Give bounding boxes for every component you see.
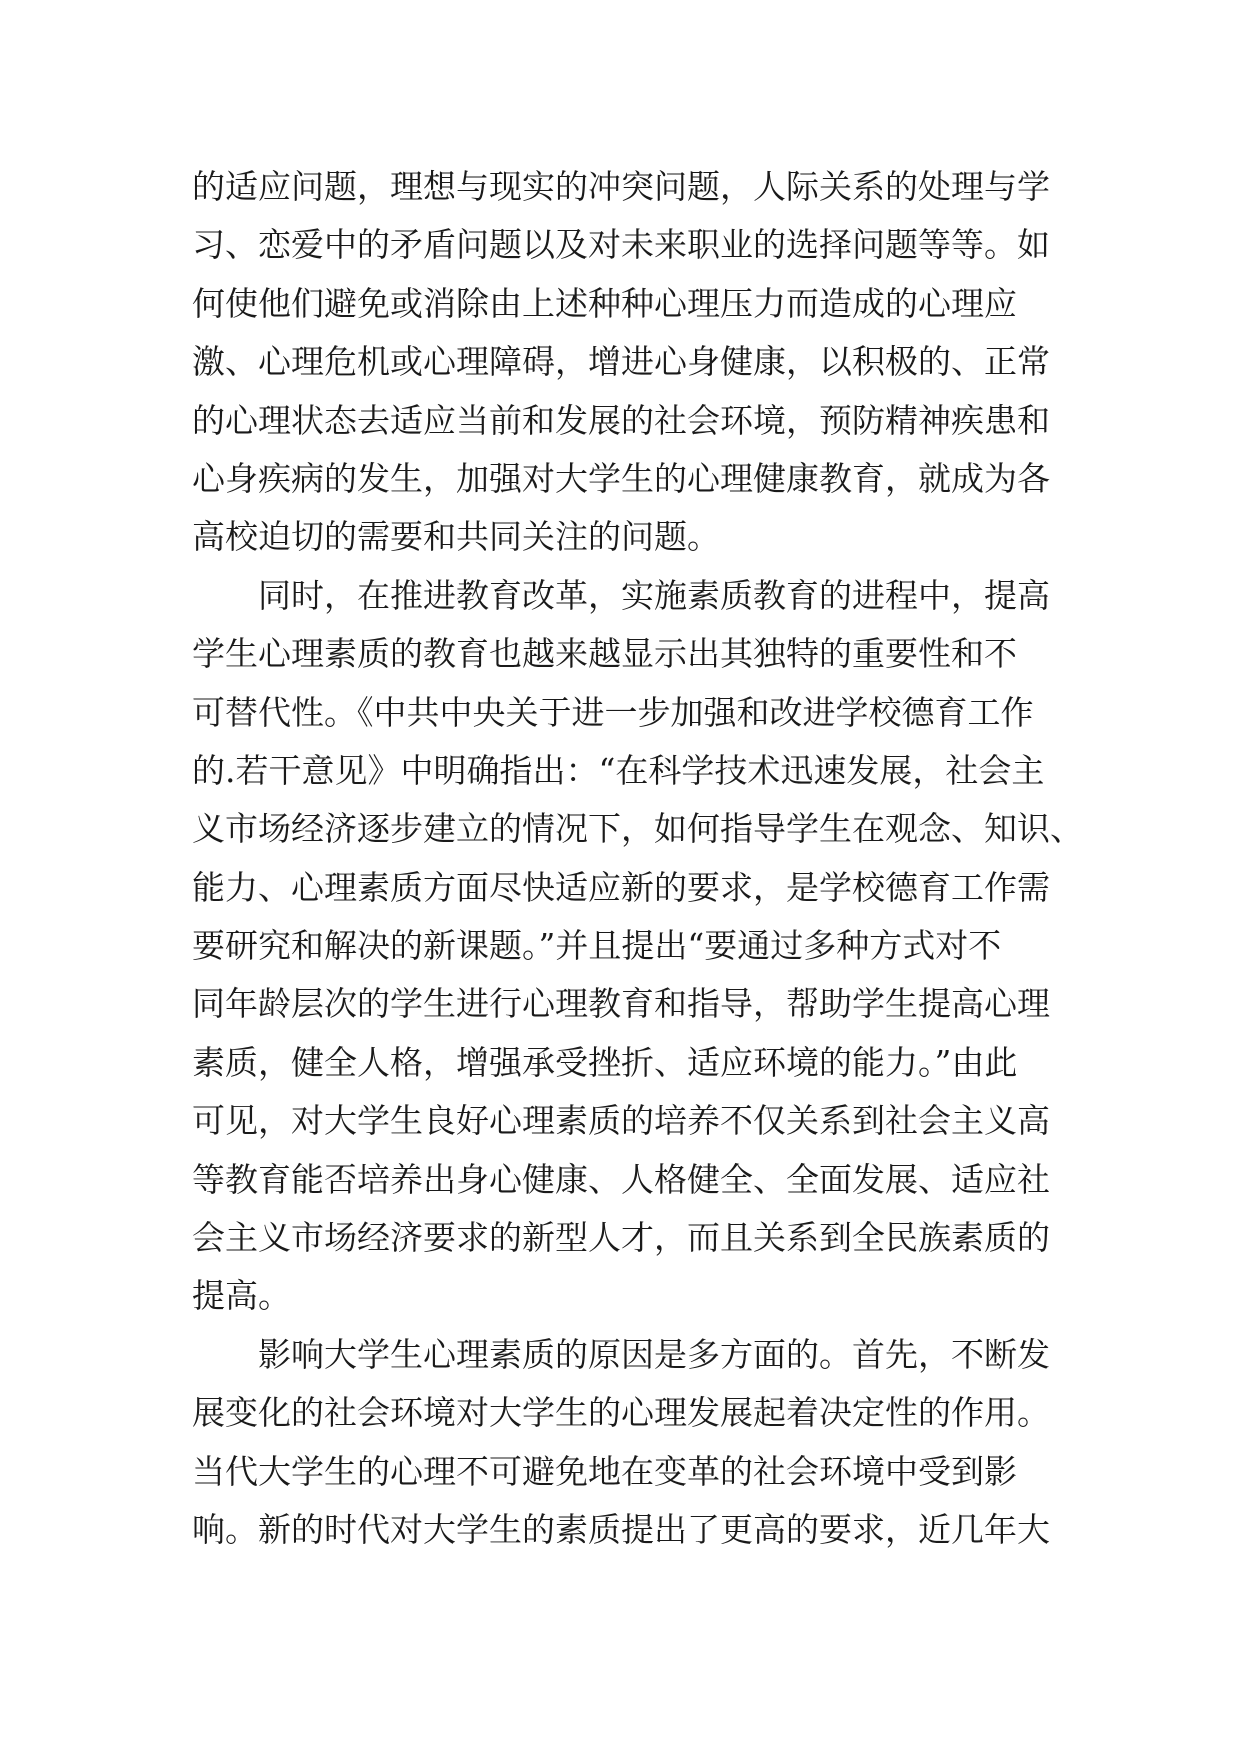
text-line: 同年龄层次的学生进行心理教育和指导，帮助学生提高心理 (192, 984, 1050, 1024)
text-line: 激、心理危机或心理障碍，增进心身健康，以积极的、正常 (192, 342, 1050, 382)
text-line: 要研究和解决的新课题。”并且提出“要通过多种方式对不 (192, 926, 1002, 966)
text-line: 学生心理素质的教育也越来越显示出其独特的重要性和不 (192, 634, 1017, 674)
text-line: 展变化的社会环境对大学生的心理发展起着决定性的作用。 (192, 1393, 1050, 1433)
text-line: 何使他们避免或消除由上述种种心理压力而造成的心理应 (192, 283, 1017, 323)
text-line: 的心理状态去适应当前和发展的社会环境，预防精神疾患和 (192, 400, 1050, 440)
text-line: 的适应问题，理想与现实的冲突问题，人际关系的处理与学 (192, 167, 1050, 206)
text-line: 能力、心理素质方面尽快适应新的要求，是学校德育工作需 (192, 867, 1050, 907)
text-line: 提高。 (192, 1276, 291, 1316)
text-line: 当代大学生的心理不可避免地在变革的社会环境中受到影 (192, 1451, 1017, 1491)
text-line: 心身疾病的发生，加强对大学生的心理健康教育，就成为各 (192, 458, 1050, 498)
text-line: 会主义市场经济要求的新型人才，而且关系到全民族素质的 (192, 1218, 1050, 1258)
text-line: 高校迫切的需要和共同关注的问题。 (192, 517, 720, 557)
text-line: 义市场经济逐步建立的情况下，如何指导学生在观念、知识、 (192, 809, 1083, 849)
text-line: 同时，在推进教育改革，实施素质教育的进程中，提高 (192, 575, 1050, 615)
text-line: 习、恋爱中的矛盾问题以及对未来职业的选择问题等等。如 (192, 225, 1050, 265)
text-line: 影响大学生心理素质的原因是多方面的。首先，不断发 (192, 1334, 1050, 1374)
text-line: 可替代性。《中共中央关于进一步加强和改进学校德育工作 (192, 692, 1034, 732)
text-line: 素质，健全人格，增强承受挫折、适应环境的能力。”由此 (192, 1042, 1018, 1082)
text-line: 等教育能否培养出身心健康、人格健全、全面发展、适应社 (192, 1159, 1050, 1199)
text-line: 可见，对大学生良好心理素质的培养不仅关系到社会主义高 (192, 1101, 1050, 1141)
text-line: 响。新的时代对大学生的素质提出了更高的要求，近几年大 (192, 1509, 1050, 1549)
body-text (192, 158, 1092, 1559)
text-line: 的.若干意见》中明确指出：“在科学技术迅速发展，社会主 (192, 750, 1045, 790)
